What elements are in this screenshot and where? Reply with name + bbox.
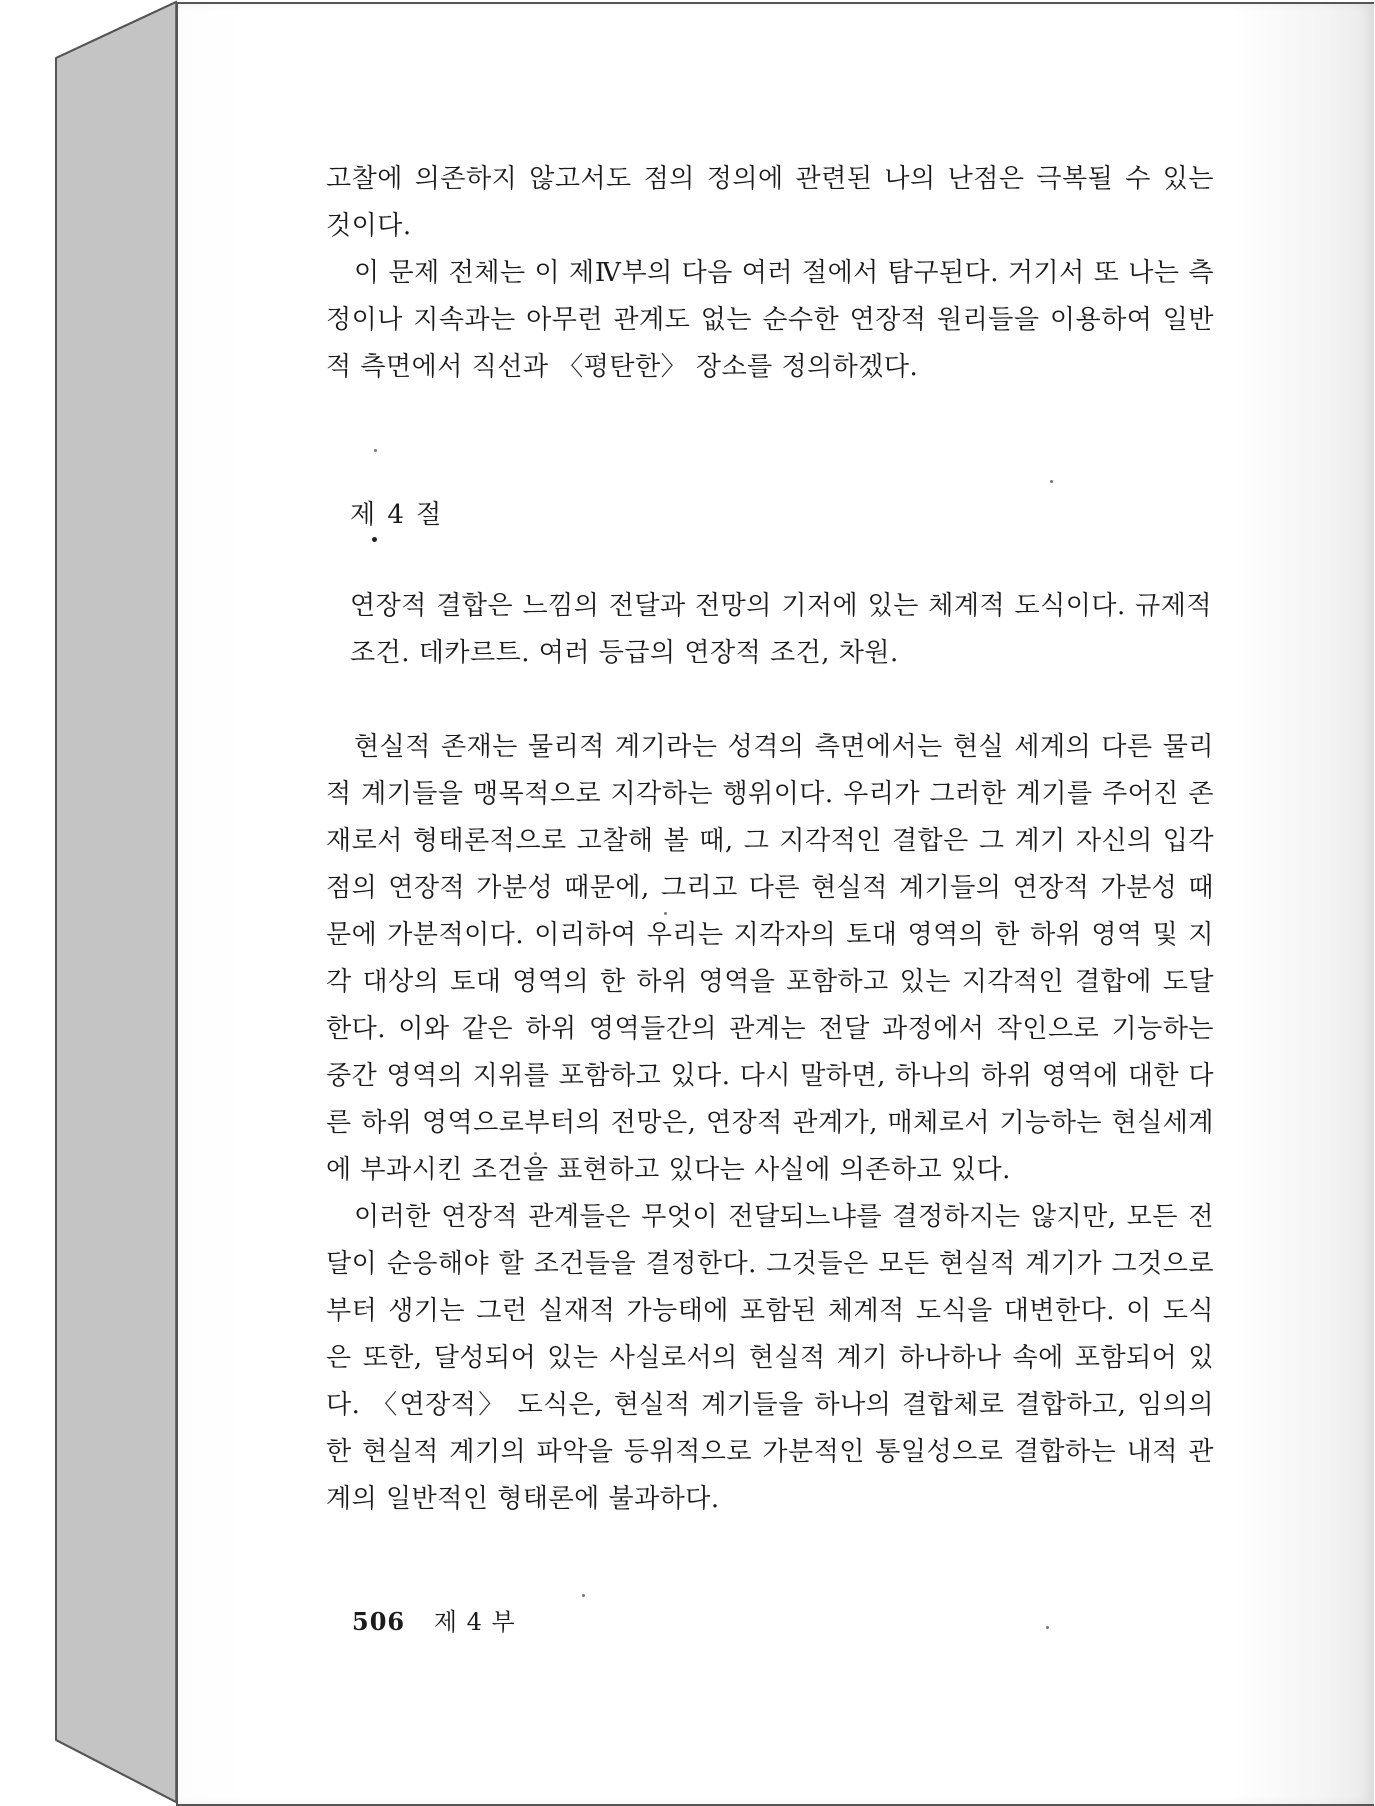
scan-speck <box>1046 1626 1049 1629</box>
scan-speck <box>582 1594 585 1597</box>
page-footer <box>352 1602 516 1637</box>
part-label: 제 4 부 <box>433 1608 516 1636</box>
body-paragraph-1: 현실적 존재는 물리적 계기라는 성격의 측면에서는 현실 세계의 다른 물리적 계기들을 맹목적으로 지각하는 행위이다. 우리가 그러한 계기를 주어진 존재로서 형태론적으로 고찰해 볼 때, 그 지각적인 결합은 그 계기 자신의 입각점의 연장적 가분성 때문에, 그리고 다른 현실적 계기들의 연장적 가분성 때문에 가분적이다. 이리하여 우리는 지각자의 토대 영역의 한 하위 영역 및 지각 대상의 토대 영역의 한 하위 영역을 포함하고 있는 지각적인 결합에 도달한다. 이와 같은 하위 영역들간의 관계는 전달 과정에서 작인으로 기능하는 중간 영역의 지위를 포함하고 있다. 다시 말하면, 하나의 하위 영역에 대한 다른 하위 영역으로부터의 전망은, 연장적 관계가, 매체로서 기능하는 현실세계에 부과시킨 조건을 표현하고 있다는 사실에 의존하고 있다. <box>326 732 1214 1185</box>
page-number: 506 <box>352 1607 406 1636</box>
body-paragraph-2: 이러한 연장적 관계들은 무엇이 전달되느냐를 결정하지는 않지만, 모든 전달이 순응해야 할 조건들을 결정한다. 그것들은 모든 현실적 계기가 그것으로부터 생기는 그런 실재적 가능태에 포함된 체계적 도식을 대변한다. 이 도식은 또한, 달성되어 있는 사실로서의 현실적 계기 하나하나 속에 포함되어 있다. 〈연장적〉 도식은, 현실적 계기들을 하나의 결합체로 결합하고, 임의의 한 현실적 계기의 파악을 등위적으로 가분적인 통일성으로 결합하는 내적 관계의 일반적인 형태론에 불과하다. <box>326 1202 1214 1514</box>
scan-speck <box>534 1152 537 1155</box>
book-page <box>176 2 1374 1806</box>
top-text-block <box>326 156 1214 391</box>
scan-speck <box>664 912 667 915</box>
section-summary-text: 연장적 결합은 느낌의 전달과 전망의 기저에 있는 체계적 도식이다. 규제적 조건. 데카르트. 여러 등급의 연장적 조건, 차원. <box>350 591 1212 668</box>
book-spine <box>0 0 180 1806</box>
spine-face <box>56 2 176 1802</box>
top-paragraph-2: 이 문제 전체는 이 제Ⅳ부의 다음 여러 절에서 탐구된다. 거기서 또 나는 측정이나 지속과는 아무런 관계도 없는 순수한 연장적 원리들을 이용하여 일반적 측면에서 직선과 〈평탄한〉 장소를 정의하겠다. <box>326 258 1214 382</box>
top-paragraph-1: 고찰에 의존하지 않고서도 점의 정의에 관련된 나의 난점은 극복될 수 있는 것이다. <box>326 164 1214 241</box>
scan-speck <box>1050 480 1053 483</box>
scan-speck <box>374 449 377 452</box>
heading-emphasis-dot <box>372 537 377 542</box>
section-heading: 제 4 절 <box>350 500 444 530</box>
section-summary <box>350 583 1212 677</box>
body-text-block <box>326 724 1214 1523</box>
